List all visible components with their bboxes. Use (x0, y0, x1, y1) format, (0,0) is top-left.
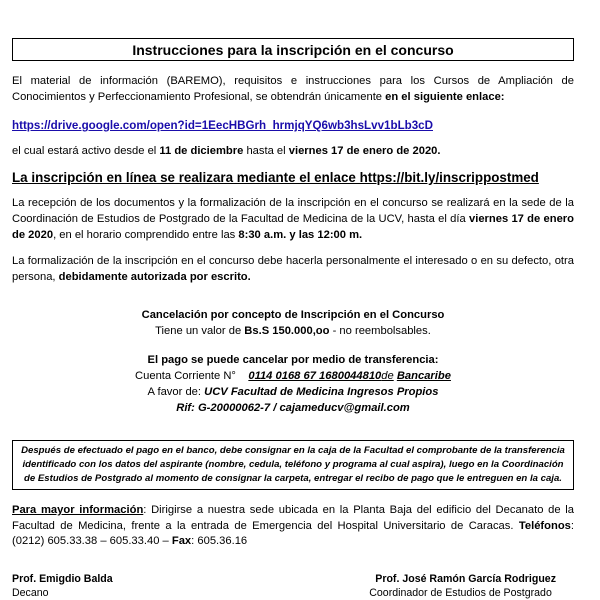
left-signature-role: Decano (12, 586, 49, 599)
cancellation-block (12, 307, 574, 339)
fax-text: : 605.36.16 (191, 535, 248, 547)
document-title (12, 38, 574, 61)
info-paragraph (12, 503, 574, 550)
account-de: de (381, 370, 394, 382)
formalization-paragraph (12, 253, 574, 285)
active-dates-paragraph (12, 143, 574, 159)
cancellation-heading: Cancelación por concepto de Inscripción en el Concurso (141, 309, 445, 321)
intro-bold: en el siguiente enlace: (385, 91, 505, 103)
right-signature-role: Coordinador de Estudios de Postgrado (369, 586, 552, 599)
payment-notice (12, 440, 574, 490)
bank-name: Bancaribe (396, 370, 451, 382)
phones-text: : (0212) 605.33.38 – 605.33.40 – (12, 519, 574, 547)
fax-label: Fax (171, 535, 192, 547)
notice-text: Después de efectuado el pago en el banco, debe consignar en la caja de la Facultad el comprobante de la transferencia identificado con los datos del aspirante (nombre, cedula, teléfono y programa al cual aspira), luego en la Coordinación de Estudios de Postgrado al momento de consignar la carpeta, entregar el recibo de pago que le entreguen en la caja. (21, 445, 565, 484)
rif-line: Rif: G-20000062-7 / cajameducv@gmail.com (176, 402, 410, 414)
account-label: Cuenta Corriente N° (135, 370, 236, 382)
signature-right (369, 572, 574, 600)
formalization-bold: debidamente autorizada por escrito. (58, 271, 251, 283)
favor-name: UCV Facultad de Medicina Ingresos Propios (204, 386, 439, 398)
phones-label: Teléfonos (518, 519, 571, 532)
drive-link[interactable]: https://drive.google.com/open?id=1EecHBGrh_hrmjqYQ6wb3hsLvv1bLb3cD (12, 119, 433, 132)
cancellation-amount: Bs.S 150.000,oo (244, 325, 330, 337)
left-signature-name: Prof. Emigdio Balda (12, 572, 113, 585)
active-from: 11 de diciembre (159, 145, 244, 157)
active-pre: el cual estará activo desde el (12, 145, 160, 157)
right-signature-name: Prof. José Ramón García Rodriguez (375, 572, 556, 585)
title-text: Instrucciones para la inscripción en el concurso (132, 41, 454, 58)
reception-mid: , en el horario comprendido entre las (53, 229, 239, 241)
active-mid: hasta el (243, 145, 289, 157)
reception-hours: 8:30 a.m. y las 12:00 m. (238, 229, 363, 241)
signatures (12, 572, 574, 600)
formalization-text: La formalización de la inscripción en el concurso debe hacerla personalmente el interesado o en su defecto, otra persona, (12, 255, 574, 283)
signature-left (12, 572, 113, 600)
reception-paragraph (12, 195, 574, 243)
payment-block (12, 352, 574, 416)
info-label: Para mayor información (12, 504, 144, 516)
intro-paragraph (12, 73, 574, 105)
cancellation-value-pre: Tiene un valor de (155, 325, 245, 337)
cancellation-value-post: - no reembolsables. (329, 325, 431, 337)
favor-label: A favor de: (147, 386, 205, 398)
account-number: 0114 0168 67 1680044810 (248, 370, 382, 382)
info-text: : Dirigirse a nuestra sede ubicada en la Planta Baja del edificio del Decanato de la Facultad de Medicina, frente a la entrada de Emergencia del Hospital Universitario de Caracas. (12, 504, 575, 532)
reception-date: viernes 17 de enero de 2020 (12, 213, 574, 241)
intro-text: El material de información (BAREMO), requisitos e instrucciones para los Cursos de Ampliación de Conocimientos y Perfeccionamiento Profesional, se obtendrán únicamente (12, 75, 574, 103)
reception-text: La recepción de los documentos y la formalización de la inscripción en el concurso se realizará en la sede de la Coordinación de Estudios de Postgrado de la Facultad de Medicina de la UCV, hasta el día (12, 197, 574, 225)
online-registration[interactable]: La inscripción en línea se realizara mediante el enlace https://bit.ly/inscrippostmed (12, 170, 539, 185)
active-to: viernes 17 de enero de 2020. (288, 145, 441, 157)
payment-heading: El pago se puede cancelar por medio de transferencia: (147, 354, 439, 366)
document-page (12, 38, 574, 600)
